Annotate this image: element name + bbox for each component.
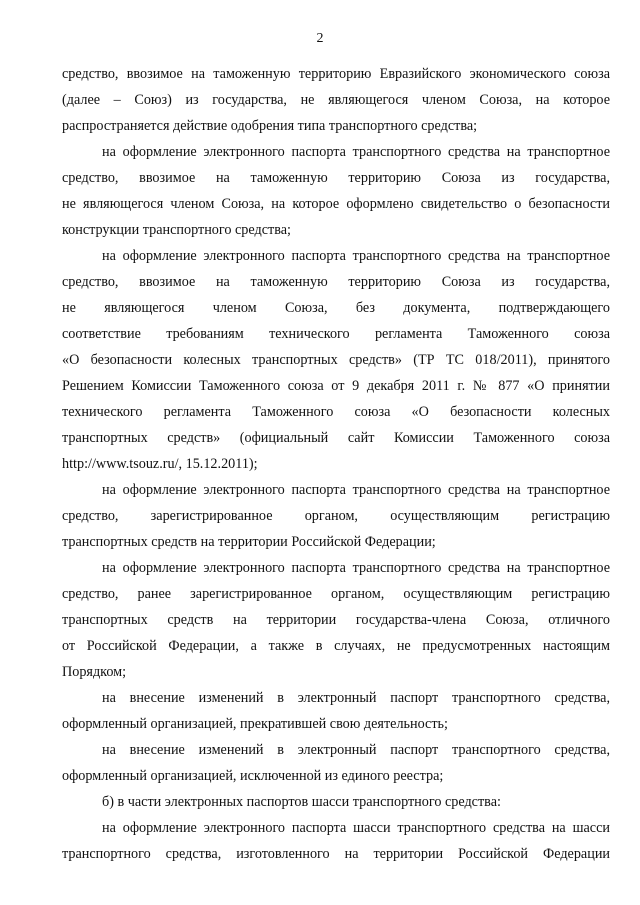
text-line: транспортных средств на территории Российской Федерации;: [62, 534, 436, 550]
paragraph-4: [62, 477, 610, 555]
text-line: от Российской Федерации, а также в случаях, не предусмотренных настоящим: [62, 638, 610, 654]
paragraph-9: [62, 815, 610, 867]
paragraph-7: [62, 737, 610, 789]
text-line: Порядком;: [62, 664, 127, 680]
paragraph-2: [62, 139, 610, 243]
text-line: транспортных средств» (официальный сайт Комиссии Таможенного союза: [62, 430, 610, 446]
text-line: средство, ввозимое на таможенную территорию Союза из государства,: [62, 170, 610, 186]
text-line: транспортных средств на территории государства-члена Союза, отличного: [62, 612, 610, 628]
text-line: распространяется действие одобрения типа транспортного средства;: [62, 118, 478, 134]
text-line: «О безопасности колесных транспортных средств» (ТР ТС 018/2011), принятого: [62, 352, 610, 368]
text-line: средство, зарегистрированное органом, осуществляющим регистрацию: [62, 508, 610, 524]
text-line: на оформление электронного паспорта транспортного средства на транспортное: [102, 144, 610, 160]
text-line: на оформление электронного паспорта транспортного средства на транспортное: [102, 482, 610, 498]
text-line: не являющегося членом Союза, без документа, подтверждающего: [62, 300, 610, 316]
paragraph-3: [62, 243, 610, 477]
text-line: на оформление электронного паспорта транспортного средства на транспортное: [102, 560, 610, 576]
paragraph-8: [62, 789, 610, 815]
text-line: оформленный организацией, исключенной из единого реестра;: [62, 768, 444, 784]
text-line: http://www.tsouz.ru/, 15.12.2011);: [62, 456, 258, 472]
text-line: на внесение изменений в электронный паспорт транспортного средства,: [102, 742, 610, 758]
document-body: [62, 61, 610, 867]
text-line: средство, ранее зарегистрированное органом, осуществляющим регистрацию: [62, 586, 610, 602]
text-line: не являющегося членом Союза, на которое оформлено свидетельство о безопасности: [62, 196, 610, 212]
text-line: средство, ввозимое на таможенную территорию Союза из государства,: [62, 274, 610, 290]
text-line: на оформление электронного паспорта транспортного средства на транспортное: [102, 248, 610, 264]
text-line: соответствие требованиям технического регламента Таможенного союза: [62, 326, 610, 342]
paragraph-1: [62, 61, 610, 139]
text-line: Решением Комиссии Таможенного союза от 9 декабря 2011 г. № 877 «О принятии: [62, 378, 610, 394]
paragraph-6: [62, 685, 610, 737]
text-line: на оформление электронного паспорта шасси транспортного средства на шасси: [102, 820, 610, 836]
text-line: технического регламента Таможенного союза «О безопасности колесных: [62, 404, 610, 420]
text-line: конструкции транспортного средства;: [62, 222, 291, 238]
text-line: средство, ввозимое на таможенную территорию Евразийского экономического союза: [62, 66, 610, 82]
paragraph-5: [62, 555, 610, 685]
page-number: 2: [316, 31, 324, 46]
text-line: транспортного средства, изготовленного на территории Российской Федерации: [62, 846, 610, 862]
text-line: на внесение изменений в электронный паспорт транспортного средства,: [102, 690, 610, 706]
text-line: (далее – Союз) из государства, не являющегося членом Союза, на которое: [62, 92, 610, 108]
text-line: оформленный организацией, прекратившей свою деятельность;: [62, 716, 448, 732]
text-line: б) в части электронных паспортов шасси транспортного средства:: [102, 794, 501, 810]
